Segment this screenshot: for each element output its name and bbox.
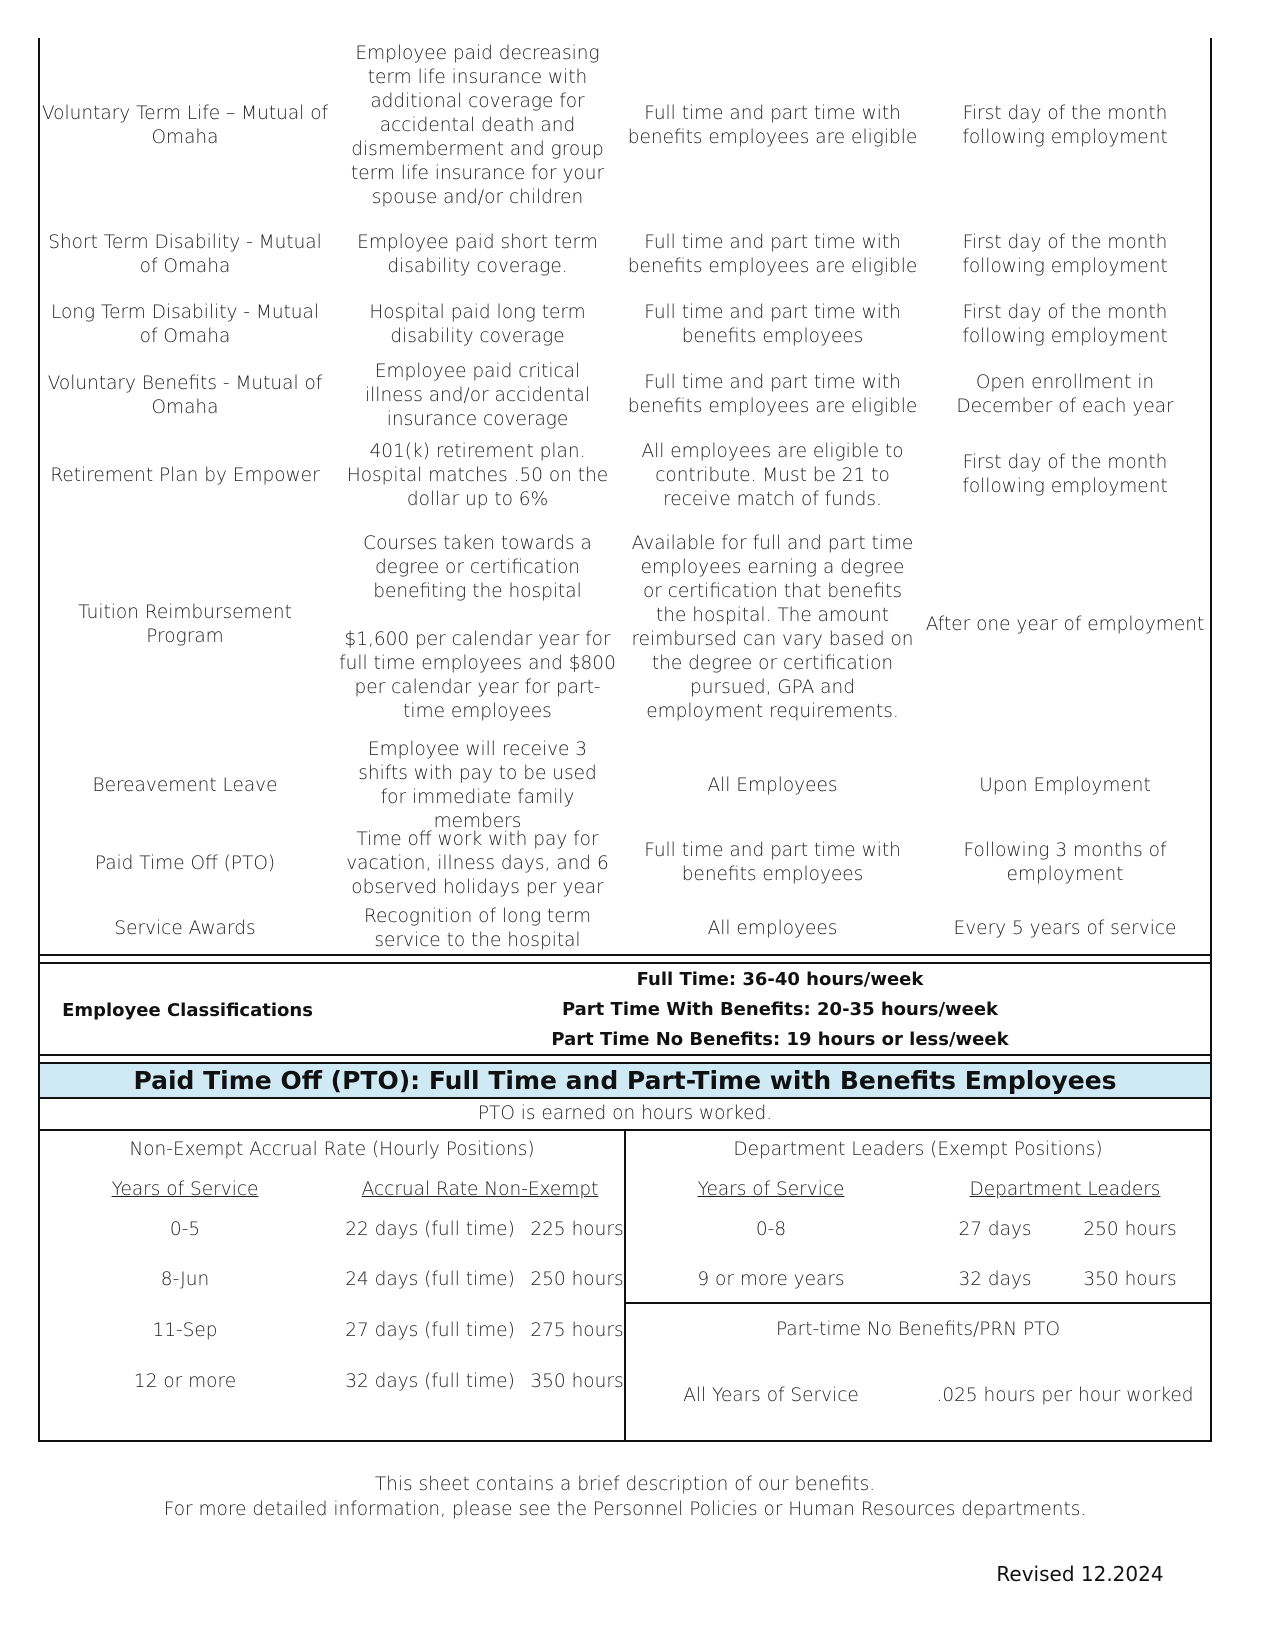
benefit-eligibility: All employees	[707, 918, 838, 939]
benefit-description: Courses taken towards a degree or certification benefiting the hospital	[363, 533, 592, 602]
benefit-effective: Upon Employment	[979, 775, 1151, 796]
years-cell: 9 or more years	[697, 1269, 845, 1290]
benefit-description: 401(k) retirement plan. Hospital matches .50 on the dollar up to 6%	[346, 441, 609, 510]
benefit-eligibility: Full time and part time with benefits employees	[644, 302, 901, 347]
benefit-name: Retirement Plan by Empower	[50, 465, 320, 486]
divider	[625, 1302, 1212, 1304]
benefit-effective: First day of the month following employment	[962, 302, 1168, 347]
divider	[38, 954, 1212, 956]
benefit-description: Employee will receive 3 shifts with pay to be used for immediate family members	[358, 739, 597, 832]
hours-cell: 250 hours	[530, 1269, 624, 1290]
prn-years: All Years of Service	[683, 1385, 859, 1406]
years-cell: 12 or more	[133, 1371, 237, 1392]
hours-cell: 350 hours	[1083, 1269, 1177, 1290]
benefit-description-detail: $1,600 per calendar year for full time employees and $800 per calendar year for part-time employees	[339, 629, 616, 722]
divider	[38, 1054, 1212, 1056]
divider	[38, 962, 1212, 964]
benefit-description: Employee paid critical illness and/or accidental insurance coverage	[365, 361, 590, 430]
days-cell: 27 days (full time)	[345, 1320, 515, 1341]
exempt-col-years: Years of Service	[697, 1179, 845, 1200]
benefit-name: Long Term Disability - Mutual of Omaha	[50, 302, 320, 347]
years-cell: 0-5	[169, 1219, 201, 1240]
exempt-title: Department Leaders (Exempt Positions)	[733, 1139, 1103, 1160]
footer-line-1: This sheet contains a brief description of our benefits.	[374, 1474, 876, 1495]
hours-cell: 250 hours	[1083, 1219, 1177, 1240]
days-cell: 32 days (full time)	[345, 1371, 515, 1392]
benefit-eligibility: Full time and part time with benefits employees	[644, 840, 901, 885]
table-bottom-border	[38, 1440, 1212, 1442]
benefit-eligibility: All Employees	[707, 775, 838, 796]
benefit-description: Time off work with pay for vacation, illness days, and 6 observed holidays per year	[346, 829, 609, 898]
benefit-name: Paid Time Off (PTO)	[94, 853, 276, 874]
benefit-eligibility: Available for full and part time employees earning a degree or certification that benefits the hospital. The amount reimbursed can vary based on the degree or certification pursued, GPA and employment requirements.	[631, 533, 914, 722]
hours-cell: 275 hours	[530, 1320, 624, 1341]
benefit-eligibility: All employees are eligible to contribute. Must be 21 to receive match of funds.	[641, 441, 904, 510]
benefit-effective: Following 3 months of employment	[963, 840, 1167, 885]
years-cell: 0-8	[755, 1219, 787, 1240]
classification-part-time-benefits: Part Time With Benefits: 20-35 hours/week	[561, 999, 999, 1020]
benefit-effective: First day of the month following employment	[962, 452, 1168, 497]
benefit-eligibility: Full time and part time with benefits employees are eligible	[627, 232, 918, 277]
classification-full-time: Full Time: 36-40 hours/week	[636, 969, 924, 990]
benefit-name: Tuition Reimbursement Program	[78, 602, 292, 647]
benefit-name: Service Awards	[114, 918, 256, 939]
benefit-name: Voluntary Benefits - Mutual of Omaha	[47, 373, 323, 418]
revised-date: Revised 12.2024	[996, 1562, 1164, 1586]
days-cell: 27 days	[958, 1219, 1032, 1240]
days-cell: 22 days (full time)	[345, 1219, 515, 1240]
benefit-eligibility: Full time and part time with benefits employees are eligible	[627, 103, 918, 148]
benefit-effective: First day of the month following employment	[962, 232, 1168, 277]
benefit-name: Voluntary Term Life – Mutual of Omaha	[41, 103, 329, 148]
benefit-name: Short Term Disability - Mutual of Omaha	[48, 232, 322, 277]
pto-note: PTO is earned on hours worked.	[477, 1103, 773, 1124]
days-cell: 24 days (full time)	[345, 1269, 515, 1290]
benefit-effective: Open enrollment in December of each year	[956, 372, 1174, 417]
years-cell: 11-Sep	[152, 1320, 218, 1341]
benefit-description: Hospital paid long term disability coverage	[369, 302, 586, 347]
hours-cell: 350 hours	[530, 1371, 624, 1392]
classifications-label: Employee Classifications	[62, 1000, 313, 1021]
benefit-eligibility: Full time and part time with benefits employees are eligible	[627, 372, 918, 417]
non-exempt-col-years: Years of Service	[111, 1179, 259, 1200]
footer-line-2: For more detailed information, please see the Personnel Policies or Human Resources departments.	[163, 1499, 1087, 1520]
benefit-effective: Every 5 years of service	[953, 918, 1177, 939]
hours-cell: 225 hours	[530, 1219, 624, 1240]
benefit-effective: First day of the month following employment	[962, 103, 1168, 148]
exempt-col-leaders: Department Leaders	[969, 1179, 1161, 1200]
classification-part-time-no-benefits: Part Time No Benefits: 19 hours or less/week	[551, 1029, 1009, 1050]
years-cell: 8-Jun	[160, 1269, 210, 1290]
pto-banner-title: Paid Time Off (PTO): Full Time and Part-Time with Benefits Employees	[133, 1066, 1117, 1095]
prn-title: Part-time No Benefits/PRN PTO	[775, 1319, 1061, 1340]
benefit-name: Bereavement Leave	[92, 775, 278, 796]
benefit-description: Employee paid decreasing term life insurance with additional coverage for accidental death and dismemberment and group term life insurance for your spouse and/or children	[350, 43, 605, 208]
non-exempt-title: Non-Exempt Accrual Rate (Hourly Positions)	[129, 1139, 535, 1160]
days-cell: 32 days	[958, 1269, 1032, 1290]
benefit-effective: After one year of employment	[925, 614, 1205, 635]
table-right-border	[1210, 38, 1212, 1442]
non-exempt-col-rate: Accrual Rate Non-Exempt	[361, 1179, 599, 1200]
benefit-description: Recognition of long term service to the hospital	[364, 906, 591, 951]
benefit-description: Employee paid short term disability coverage.	[357, 232, 598, 277]
prn-rate: .025 hours per hour worked	[936, 1385, 1194, 1406]
